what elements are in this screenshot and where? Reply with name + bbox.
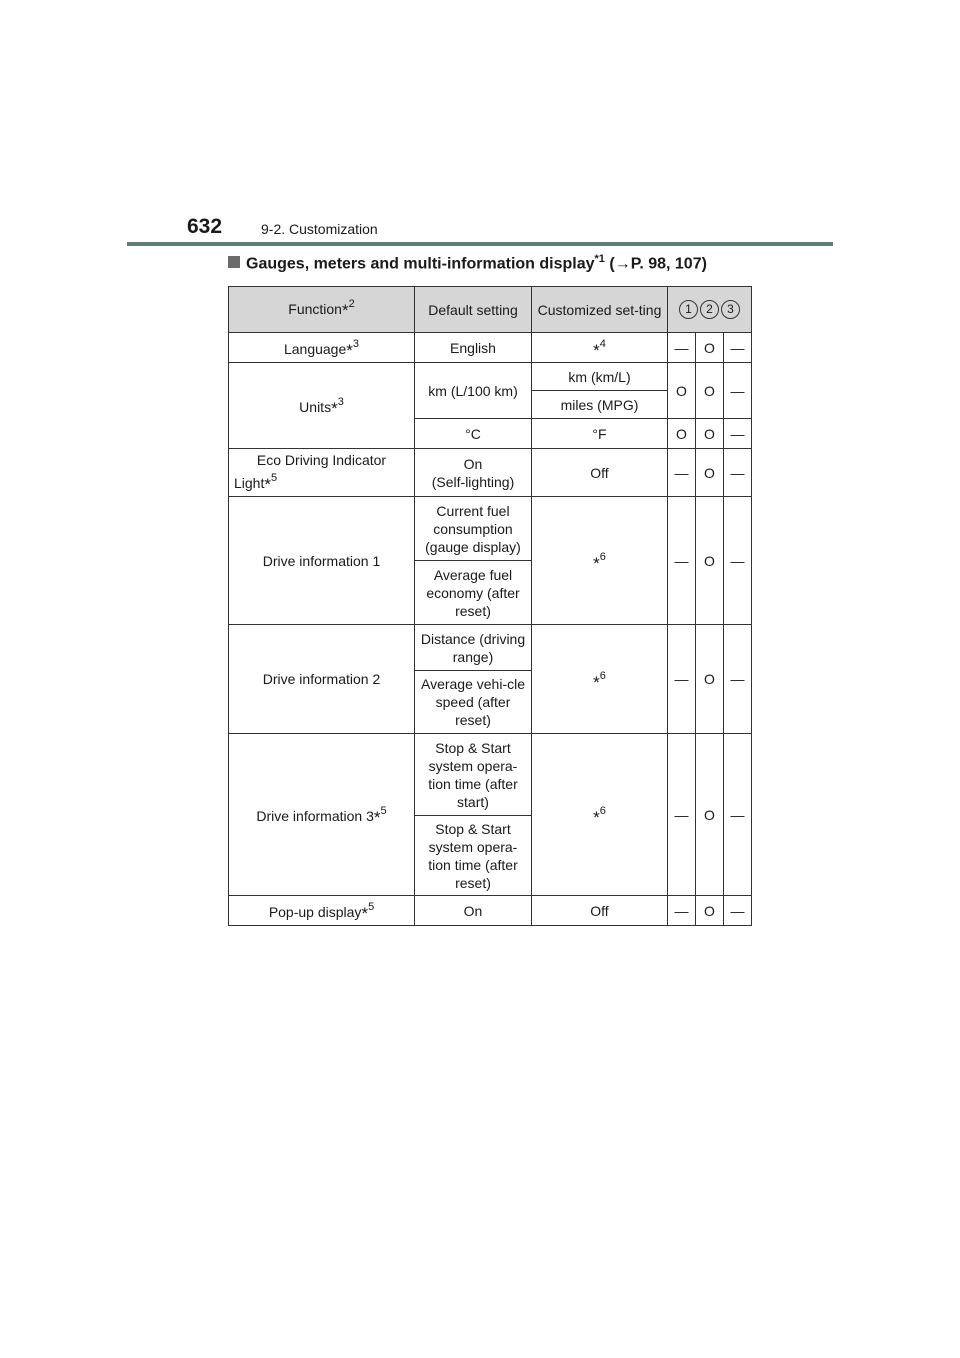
row-customized: *$^6$	[532, 497, 668, 625]
row-option-b: Average vehi-cle speed (after reset)	[415, 671, 532, 734]
mark-3: —	[724, 363, 752, 419]
table-row	[229, 363, 752, 391]
row-function: Units*$^3$	[229, 363, 415, 449]
row-function: Eco Driving Indicator Light*$^5$	[229, 449, 415, 497]
mark-1: —	[668, 896, 696, 926]
header-function: Function*$^2$	[229, 287, 415, 333]
heading-ref: P. 98, 107	[630, 255, 702, 273]
arrow-right-icon: →	[614, 255, 631, 273]
row-default: English	[415, 333, 532, 363]
mark-1: O	[668, 363, 696, 419]
header-columns	[668, 287, 752, 333]
mark-1: —	[668, 333, 696, 363]
row-customized: *$^4$	[532, 333, 668, 363]
mark-3: —	[724, 497, 752, 625]
table-row	[229, 625, 752, 671]
mark-2: O	[696, 363, 724, 419]
mark-1: —	[668, 734, 696, 896]
mark-2: O	[696, 333, 724, 363]
col-3-circle-icon: 3	[721, 300, 740, 319]
header-customized: Customized set-ting	[532, 287, 668, 333]
row-customized: Off	[532, 896, 668, 926]
row-customized-a: km (km/L)	[532, 363, 668, 391]
row-function: Drive information 2	[229, 625, 415, 734]
table-row	[229, 497, 752, 561]
table-row	[229, 333, 752, 363]
row-customized: *$^6$	[532, 625, 668, 734]
mark-3: —	[724, 419, 752, 449]
row-customized: *$^6$	[532, 734, 668, 896]
section-title: 9-2. Customization	[261, 221, 378, 237]
row-default: On	[415, 896, 532, 926]
heading-text: Gauges, meters and multi-information display	[246, 255, 595, 273]
mark-3: —	[724, 333, 752, 363]
header-rule	[127, 242, 833, 246]
row-option-a: Stop & Start system opera-tion time (after start)	[415, 734, 532, 816]
row-customized-b: miles (MPG)	[532, 391, 668, 419]
mark-1: O	[668, 419, 696, 449]
table-row	[229, 896, 752, 926]
row-customized: °F	[532, 419, 668, 449]
mark-1: —	[668, 497, 696, 625]
table-row	[229, 449, 752, 497]
mark-2: O	[696, 449, 724, 497]
mark-2: O	[696, 625, 724, 734]
table-row	[229, 734, 752, 816]
row-function: Drive information 1	[229, 497, 415, 625]
settings-table	[228, 286, 752, 926]
heading-note: *1	[594, 253, 605, 265]
mark-2: O	[696, 734, 724, 896]
table-header-row	[229, 287, 752, 333]
mark-3: —	[724, 449, 752, 497]
row-default: km (L/100 km)	[415, 363, 532, 419]
page-number: 632	[187, 215, 223, 238]
mark-3: —	[724, 734, 752, 896]
row-function: Language*$^3$	[229, 333, 415, 363]
row-option-a: Current fuel consumption (gauge display)	[415, 497, 532, 561]
mark-2: O	[696, 419, 724, 449]
header-default: Default setting	[415, 287, 532, 333]
mark-3: —	[724, 896, 752, 926]
mark-2: O	[696, 896, 724, 926]
square-bullet-icon	[228, 256, 240, 268]
row-function: Pop-up display*$^5$	[229, 896, 415, 926]
mark-2: O	[696, 497, 724, 625]
row-function: Drive information 3*$^5$	[229, 734, 415, 896]
col-1-circle-icon: 1	[679, 300, 698, 319]
row-default: On (Self-lighting)	[415, 449, 532, 497]
col-2-circle-icon: 2	[700, 300, 719, 319]
mark-1: —	[668, 625, 696, 734]
mark-1: —	[668, 449, 696, 497]
row-default: °C	[415, 419, 532, 449]
section-heading: Gauges, meters and multi-information display$^{*1}$ (→P. 98, 107)	[228, 253, 707, 273]
row-customized: Off	[532, 449, 668, 497]
row-option-b: Stop & Start system opera-tion time (after reset)	[415, 816, 532, 896]
row-option-b: Average fuel economy (after reset)	[415, 561, 532, 625]
mark-3: —	[724, 625, 752, 734]
row-option-a: Distance (driving range)	[415, 625, 532, 671]
